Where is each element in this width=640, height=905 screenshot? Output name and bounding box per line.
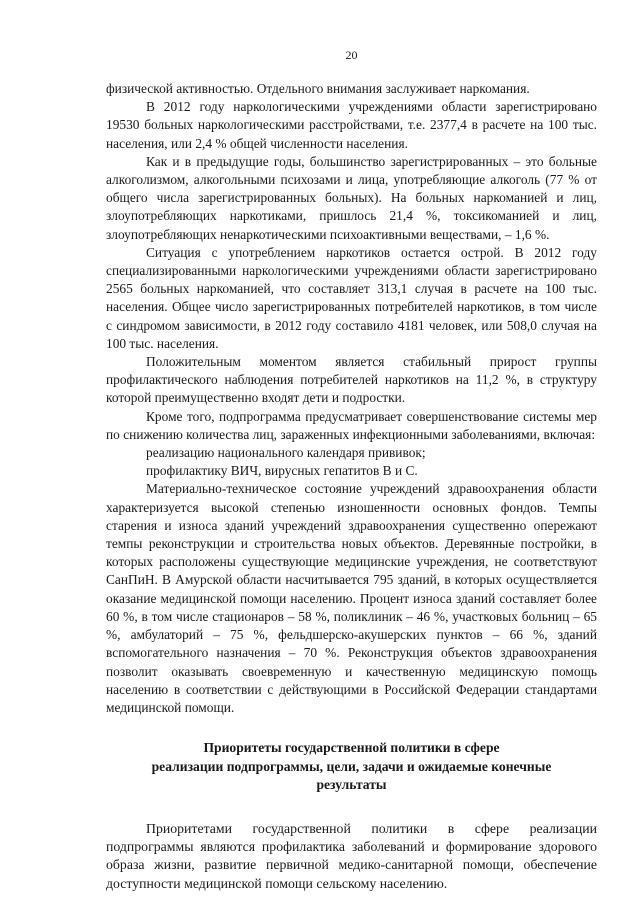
paragraph-facilities-condition: Материально-техническое состояние учреждений здравоохранения области характеризуется высокой степенью изношенности основных фондов. Темпы старения и износа зданий учреждений здравоохранения существенно опережают темпы реконструкции и строительства новых объектов. Деревянные постройки, в которых расположены существующие медицинские учреждения, не соответствуют СанПиН. В Амурской области насчитывается 795 зданий, в которых осуществляется оказание медицинской помощи населению. Процент износа зданий составляет более 60 %, в том числе стационаров – 58 %, поликлиник – 46 %, участковых больниц – 65 %, амбулаторий – 75 %, фельдшерско-акушерских пунктов – 66 %, зданий вспомогательного назначения – 70 %. Реконструкция объектов здравоохранения позволит оказывать своевременную и качественную медицинскую помощь населению в соответствии с действующими в Российской Федерации стандартами медицинской помощи. <box>106 481 597 715</box>
list-item-vaccination: реализацию национального календаря прививок; <box>146 445 426 461</box>
section-heading <box>106 739 597 795</box>
page-number: 20 <box>345 48 358 62</box>
section-heading-line: реализации подпрограммы, цели, задачи и ожидаемые конечные <box>151 758 552 774</box>
section-heading-line: результаты <box>316 777 387 793</box>
list-item-hiv-prevention: профилактику ВИЧ, вирусных гепатитов В и С. <box>146 463 418 479</box>
paragraph-registered-patients: В 2012 году наркологическими учреждениями области зарегистрировано 19530 больных наркологическими расстройствами, т.е. 2377,4 в расчете на 100 тыс. населения, или 2,4 % общей численности населения. <box>106 99 597 151</box>
section-body <box>106 820 597 894</box>
body-text <box>106 80 597 717</box>
paragraph-continuation: физической активностью. Отдельного внимания заслуживает наркомания. <box>106 81 530 96</box>
section-heading-line: Приоритеты государственной политики в сфере <box>203 740 500 756</box>
paragraph-priorities: Приоритетами государственной политики в сфере реализации подпрограммы являются профилактика заболеваний и формирование здорового образа жизни, развитие первичной медико-санитарной помощи, обеспечение доступности медицинской помощи сельскому населению. <box>106 820 597 891</box>
paragraph-alcoholism: Как и в предыдущие годы, большинство зарегистрированных – это больные алкоголизмом, алкогольными психозами и лица, употребляющие алкоголь (77 % от общего числа зарегистрированных больных). На больных наркоманией и лиц, злоупотребляющих наркотиками, пришлось 21,4 %, токсикоманией и лиц, злоупотребляющих ненаркотическими психоактивными веществами, – 1,6 %. <box>106 153 597 242</box>
paragraph-positive-growth: Положительным моментом является стабильный прирост группы профилактического наблюдения потребителей наркотиков на 11,2 %, в структуру которой преимущественно входят дети и подростки. <box>106 354 597 406</box>
paragraph-infectious-diseases: Кроме того, подпрограмма предусматривает совершенствование системы мер по снижению количества лиц, зараженных инфекционными заболеваниями, включая: <box>106 408 597 442</box>
paragraph-drug-situation: Ситуация с употреблением наркотиков остается острой. В 2012 году специализированными наркологическими учреждениями области зарегистрировано 2565 больных наркоманией, что составляет 313,1 случая в расчете на 100 тыс. населения. Общее число зарегистрированных потребителей наркотиков, в том числе с синдромом зависимости, в 2012 году составило 4181 человек, или 508,0 случая на 100 тыс. населения. <box>106 244 597 351</box>
